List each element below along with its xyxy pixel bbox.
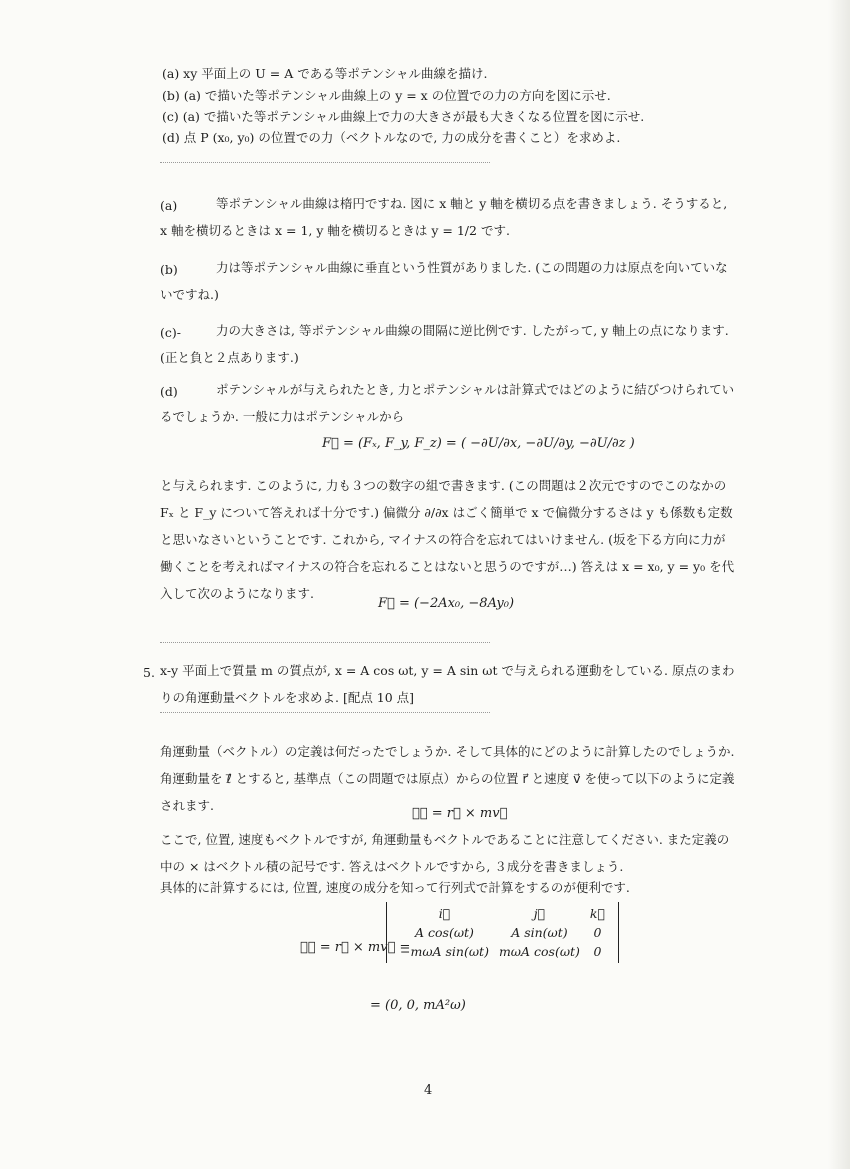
answer-c-label: (c)-	[160, 325, 181, 340]
matrix-cell: 0	[593, 944, 602, 959]
problem5-number: 5.	[143, 665, 155, 680]
angular-momentum-result: = (0, 0, mA²ω)	[370, 998, 466, 1013]
solution5-text3: 具体的に計算するには, 位置, 速度の成分を知って行列式で計算をするのが便利です.	[160, 880, 630, 895]
solution5-text1: 角運動量（ベクトル）の定義は何だったでしょうか. そして具体的にどのように計算したのでしょうか. 角運動量を ℓ⃗ とすると, 基準点（この問題では原点）からの位置 r⃗ と速度 v⃗ を使って以下のように定義されます.	[160, 744, 735, 813]
matrix-cell: A sin(ωt)	[511, 925, 568, 940]
force-result-equation: F⃗ = (−2Ax₀, −8Ay₀)	[378, 596, 515, 611]
problem-part-b: (b) (a) で描いた等ポテンシャル曲線上の y = x の位置での力の方向を図に示せ.	[162, 88, 611, 103]
matrix-cell: 0	[593, 925, 602, 940]
answer-a-text: 等ポテンシャル曲線は楕円ですね. 図に x 軸と y 軸を横切る点を書きましょう. そうすると, x 軸を横切るときは x = 1, y 軸を横切るときは y = 1/2 です.	[160, 196, 728, 238]
page-edge-shadow	[828, 0, 850, 1169]
divider	[160, 712, 490, 713]
force-gradient-equation: F⃗ = (Fₓ, F_y, F_z) = ( −∂U/∂x, −∂U/∂y, −∂U/∂z )	[322, 436, 635, 451]
answer-c-text: 力の大きさは, 等ポテンシャル曲線の間隔に逆比例です. したがって, y 軸上の点になります. (正と負と２点あります.)	[160, 323, 729, 365]
answer-b-label: (b)	[160, 262, 178, 277]
answer-d-label: (d)	[160, 384, 178, 399]
problem-part-a: (a) xy 平面上の U = A である等ポテンシャル曲線を描け.	[162, 66, 488, 81]
matrix-cell: A cos(ωt)	[415, 925, 474, 940]
matrix-cell: k⃗	[589, 906, 605, 921]
answer-d-text2: と与えられます. このように, 力も３つの数字の組で書きます. (この問題は２次元ですのでこのなかの Fₓ と F_y について答えれば十分です.) 偏微分 ∂/∂x はごく簡単で x で偏微分するさは y も係数も定数と思いなさいということです. これから, マイナスの符合を忘れてはいけません. (坂を下る方向に力が働くことを考えればマイナスの符合を忘れることはないと思うのですが…) 答えは x = x₀, y = y₀ を代入して次のようになります.	[160, 478, 735, 601]
answer-d-text1: ポテンシャルが与えられたとき, 力とポテンシャルは計算式ではどのように結びつけられているでしょうか. 一般に力はポテンシャルから	[160, 382, 735, 424]
divider	[160, 162, 490, 163]
problem5-text: x-y 平面上で質量 m の質点が, x = A cos ωt, y = A sin ωt で与えられる運動をしている. 原点のまわりの角運動量ベクトルを求めよ. [配点 10 点]	[160, 663, 735, 705]
answer-a-label: (a)	[160, 198, 178, 213]
page-number: 4	[424, 1083, 433, 1098]
answer-b-text: 力は等ポテンシャル曲線に垂直という性質がありました. (この問題の力は原点を向いていないですね.)	[160, 260, 728, 302]
matrix-cell: j⃗	[533, 906, 546, 921]
divider	[160, 642, 490, 643]
determinant-lhs: ℓ⃗ = r⃗ × mv⃗ =	[300, 940, 411, 955]
determinant-matrix	[386, 902, 619, 963]
problem-part-d: (d) 点 P (x₀, y₀) の位置での力（ベクトルなので, 力の成分を書くこと）を求めよ.	[162, 130, 621, 145]
solution5-text2: ここで, 位置, 速度もベクトルですが, 角運動量もベクトルであることに注意してください. また定義の中の × はベクトル積の記号です. 答えはベクトルですから, ３成分を書きましょう.	[160, 832, 730, 874]
angular-momentum-definition: ℓ⃗ = r⃗ × mv⃗	[412, 806, 508, 821]
problem-part-c: (c) (a) で描いた等ポテンシャル曲線上で力の大きさが最も大きくなる位置を図に示せ.	[162, 109, 645, 124]
matrix-cell: −mωA sin(ωt)	[400, 944, 489, 959]
matrix-cell: mωA cos(ωt)	[498, 944, 580, 959]
matrix-cell: i⃗	[438, 906, 451, 921]
